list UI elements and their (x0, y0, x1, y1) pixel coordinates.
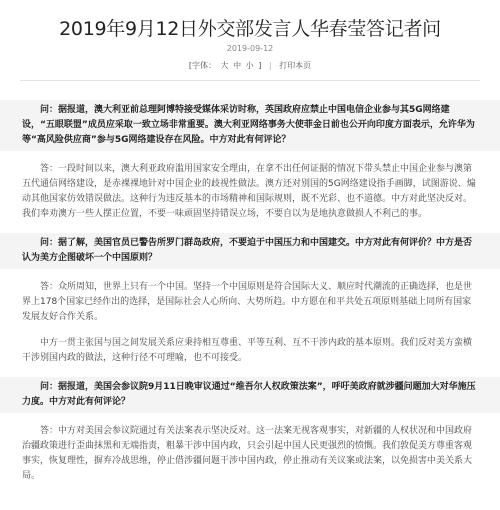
question-paragraph: 问：据了解，美国官员已警告所罗门群岛政府，不要迫于中国压力和中国建交。中方对此有何评价？中方是否认为美方企图破坏一个中国原则？ (0, 233, 500, 269)
article-toolbar (0, 60, 500, 71)
font-size-close: ] (258, 61, 262, 70)
article-body (0, 100, 500, 510)
answer-paragraph: 答：一段时间以来，澳大利亚政府滥用国家安全理由，在拿不出任何证据的情况下带头禁止中国企业参与澳第五代通信网络建设，是赤裸裸地针对中国企业的歧视性做法。澳方还对别国的5G网络建设指手画脚，试图游说、煽动其他国家仿效错误做法。这种行为违反基本的市场精神和国际规则，既不光彩、也不道德。中方对此坚决反对。我们奉劝澳方一些人摆正位置，不要一味顽固坚持错误立场，不要自以为是地执意做损人不利己的事。 (22, 164, 476, 219)
font-large-button[interactable]: 大 (220, 61, 229, 70)
question-paragraph: 问：据报道，澳大利亚前总理阿博特接受媒体采访时称，英国政府应禁止中国电信企业参与其5G网络建设，“五眼联盟”成员应采取一致立场非常重要。澳大利亚网络事务大使菲金日前也公开向印度方面表示，允许华为等“高风险供应商”参与5G网络建设存在风险。中方对此有何评论？ (0, 100, 500, 151)
toolbar-separator: | (268, 61, 272, 70)
answer-paragraph: 答：中方对美国会参议院通过有关法案表示坚决反对。这一法案无视客观事实，对新疆的人权状况和中国政府治疆政策进行歪曲抹黑和无端指责，粗暴干涉中国内政，只会引起中国人民更强烈的愤慨。我们敦促美方尊重客观事实，恢复理性，摒弃冷战思维，停止借涉疆问题干涉中国内政，停止推动有关议案或法案，以免损害中美关系大局。 (22, 426, 473, 481)
answer-paragraph: 答：众所周知，世界上只有一个中国。坚持一个中国原则是符合国际大义、顺应时代潮流的正确选择，也是世界上178个国家已经作出的选择，是国际社会人心所向、大势所趋。中方愿在和平共处五项原则基础上同所有国家发展友好合作关系。 (22, 282, 473, 322)
article-title: 2019年9月12日外交部发言人华春莹答记者问 (59, 18, 441, 40)
print-page-link[interactable]: 打印本页 (279, 61, 312, 70)
question-paragraph: 问：据报道，美国会参议院9月11日晚审议通过“维吾尔人权政策法案”，呼吁美政府就涉疆问题加大对华施压力度。中方对此有何评论？ (0, 377, 500, 413)
font-medium-button[interactable]: 中 (233, 61, 242, 70)
publish-date: 2019-09-12 (226, 44, 274, 53)
header-divider (20, 80, 480, 81)
font-small-button[interactable]: 小 (245, 61, 254, 70)
answer-paragraph: 中方一贯主张国与国之间发展关系应秉持相互尊重、平等互利、互不干涉内政的基本原则。我们反对美方蛮横干涉别国内政的做法，这种行径不可理喻，也不可接受。 (22, 338, 473, 363)
font-size-label: [字体： (188, 61, 216, 70)
